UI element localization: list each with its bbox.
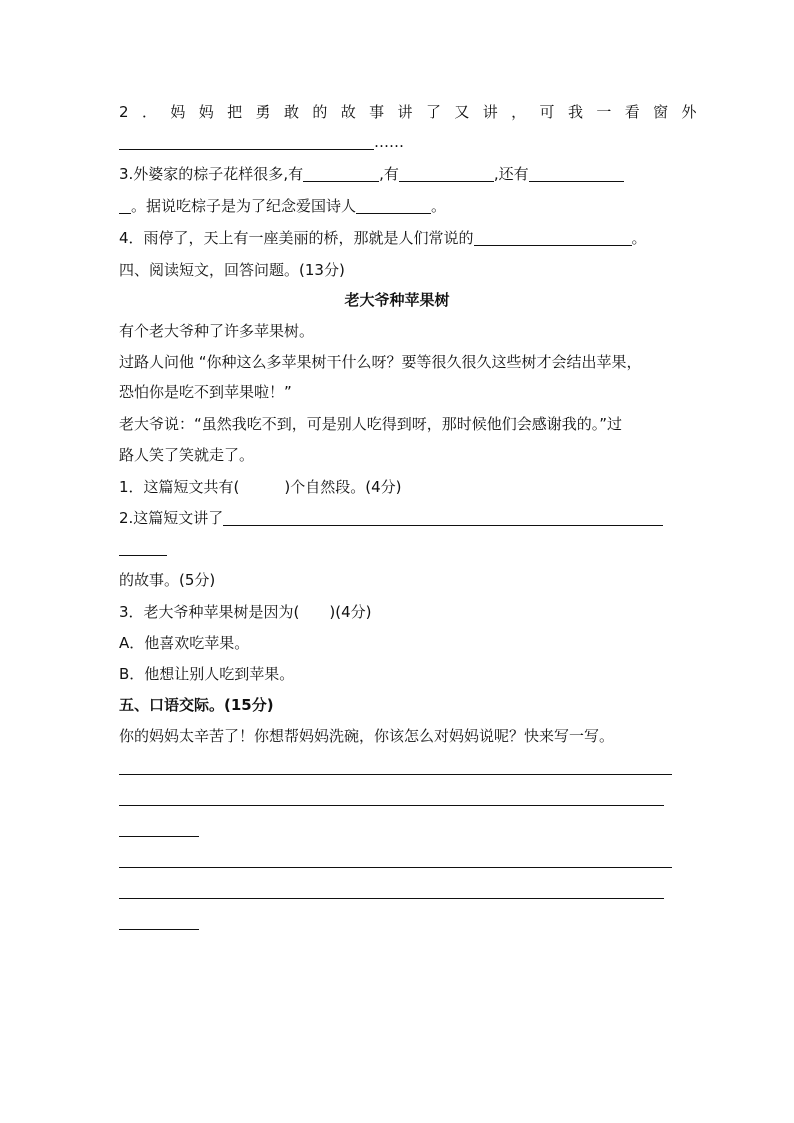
writing-line-short[interactable]: [119, 929, 199, 930]
section-4-heading: 四、阅读短文，回答问题。(13分): [119, 261, 345, 279]
passage-paragraph-1: 有个老大爷种了许多苹果树。: [119, 322, 315, 340]
writing-line[interactable]: [119, 774, 672, 775]
passage-paragraph-2-line1: 过路人问他 “你种这么多苹果树干什么呀？要等很久很久这些树才会结出苹果，: [119, 353, 642, 371]
answer-blank[interactable]: [303, 165, 379, 182]
question-3-part3: ,还有: [493, 165, 529, 183]
question-3-part2: ,有: [379, 165, 399, 183]
reading-question-2-prefix: 2.这篇短文讲了: [119, 509, 224, 527]
ellipsis: ……: [374, 133, 404, 151]
question-3-line1: [119, 164, 624, 184]
section-5-heading: 五、口语交际。(15分): [119, 696, 274, 714]
question-4-part1: 4．雨停了，天上有一座美丽的桥，那就是人们常说的: [119, 229, 474, 247]
writing-line-short[interactable]: [119, 836, 199, 837]
question-3-part5: 。: [431, 197, 447, 215]
answer-blank[interactable]: [119, 133, 374, 150]
reading-question-3: 3．老大爷种苹果树是因为( )(4分): [119, 603, 372, 621]
reading-question-2: [119, 508, 663, 528]
writing-line[interactable]: [119, 867, 672, 868]
answer-blank[interactable]: [356, 197, 431, 214]
reading-question-1: 1．这篇短文共有( )个自然段。(4分): [119, 478, 402, 496]
question-2-answer-line: [119, 132, 404, 152]
passage-paragraph-3-line2: 路人笑了笑就走了。: [119, 446, 255, 464]
question-2-text: 2．妈妈把勇敢的故事讲了又讲，可我一看窗外: [119, 103, 710, 121]
question-3-part4: 。据说吃棕子是为了纪念爱国诗人: [131, 197, 357, 215]
option-b: B．他想让别人吃到苹果。: [119, 665, 295, 683]
section-5-prompt: 你的妈妈太辛苦了！你想帮妈妈洗碗，你该怎么对妈妈说呢？快来写一写。: [119, 727, 615, 745]
option-a: A．他喜欢吃苹果。: [119, 634, 250, 652]
writing-line[interactable]: [119, 898, 664, 899]
answer-blank[interactable]: [399, 165, 494, 182]
reading-question-2-suffix: 的故事。(5分): [119, 571, 216, 589]
answer-line-continuation[interactable]: [119, 555, 167, 556]
answer-blank[interactable]: [474, 229, 632, 246]
question-3-line2: [119, 196, 446, 216]
passage-paragraph-2-line2: 恐怕你是吃不到苹果啦！”: [119, 383, 292, 401]
passage-title: 老大爷种苹果树: [344, 291, 450, 309]
question-4-part2: 。: [631, 229, 647, 247]
answer-blank[interactable]: [529, 165, 624, 182]
answer-blank[interactable]: [119, 197, 131, 214]
question-3-part1: 3.外婆家的棕子花样很多,有: [119, 165, 304, 183]
question-4: [119, 228, 647, 248]
answer-blank[interactable]: [223, 509, 663, 526]
writing-line[interactable]: [119, 805, 664, 806]
passage-paragraph-3-line1: 老大爷说：“虽然我吃不到，可是别人吃得到呀，那时候他们会感谢我的。”过: [119, 415, 623, 433]
